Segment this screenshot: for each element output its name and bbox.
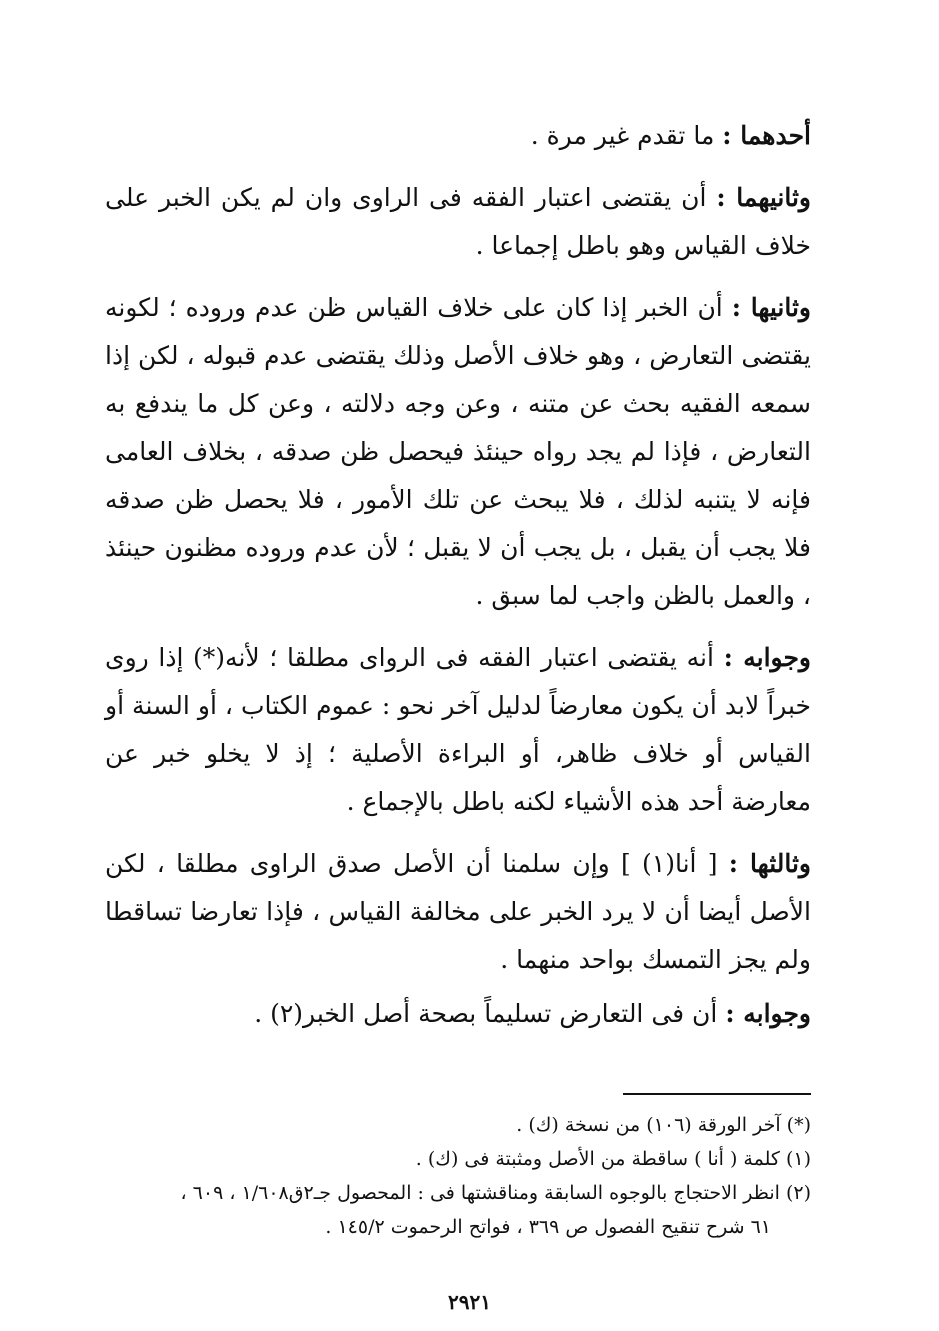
paragraph-1 [105,112,811,160]
paragraph-2 [105,174,811,270]
footnote-1: (١) كلمة ( أنا ) ساقطة من الأصل ومثبتة فى (ك) . [415,1148,811,1170]
paragraph-5 [105,840,811,984]
paragraph-text: [ أنا(١) ] وإن سلمنا أن الأصل صدق الراوى مطلقا ، لكن الأصل أيضا أن لا يرد الخبر على مخالفة القياس ، فإذا تعارضا تساقطا ولم يجز التمسك بواحد منهما . [105,849,811,974]
footnote-2: (٢) انظر الاحتجاج بالوجوه السابقة ومناقشتها فى : المحصول جـ٢ق١/٦٠٨ ، ٦٠٩ ، [180,1182,811,1204]
paragraph-6 [105,990,811,1038]
paragraph-lead: أحدهما : [722,121,811,150]
paragraph-text: أن فى التعارض تسليماً بصحة أصل الخبر(٢) . [254,999,726,1028]
paragraph-lead: وثالثها : [728,849,812,878]
footnote-star: (*) آخر الورقة (١٠٦) من نسخة (ك) . [516,1114,811,1136]
paragraph-text: أن الخبر إذا كان على خلاف القياس ظن عدم وروده ؛ لكونه يقتضى التعارض ، وهو خلاف الأصل وذلك يقتضى عدم قبوله ، لكن إذا سمعه الفقيه بحث عن متنه ، وعن وجه دلالته ، وعن كل ما يندفع به التعارض ، فإذا لم يجد رواه حينئذ فيحصل ظن صدقه ، بخلاف العامى فإنه لا يتنبه لذلك ، فلا يبحث عن تلك الأمور ، فلا يحصل ظن صدقه فلا يجب أن يقبل ، بل يجب أن لا يقبل ؛ لأن عدم وروده مظنون حينئذ ، والعمل بالظن واجب لما سبق . [105,293,811,610]
paragraph-lead: وثانيهما : [716,183,811,212]
paragraph-3 [105,284,811,620]
page-number: ٢٩٢١ [448,1290,491,1314]
paragraph-text: أنه يقتضى اعتبار الفقه فى الرواى مطلقا ؛ لأنه(*) إذا روى خبراً لابد أن يكون معارضاً لدليل آخر نحو : عموم الكتاب ، أو السنة أو القياس أو خلاف ظاهر، أو البراءة الأصلية ؛ إذ لا يخلو خبر عن معارضة أحد هذه الأشياء لكنه باطل بالإجماع . [105,643,811,816]
paragraph-lead: وجوابه : [725,999,811,1028]
paragraph-text: أن يقتضى اعتبار الفقه فى الراوى وان لم يكن الخبر على خلاف القياس وهو باطل إجماعا . [105,183,811,260]
footnote-divider [623,1093,811,1095]
paragraph-lead: وجوابه : [723,643,811,672]
paragraph-text: ما تقدم غير مرة . [530,121,723,150]
paragraph-lead: وثانيها : [731,293,811,322]
footnote-2-continuation: ٦١ شرح تنقيح الفصول ص ٣٦٩ ، فواتح الرحموت ١٤٥/٢ . [325,1216,771,1238]
footnotes [105,1108,811,1244]
paragraph-4 [105,634,811,826]
main-text [105,112,811,1052]
